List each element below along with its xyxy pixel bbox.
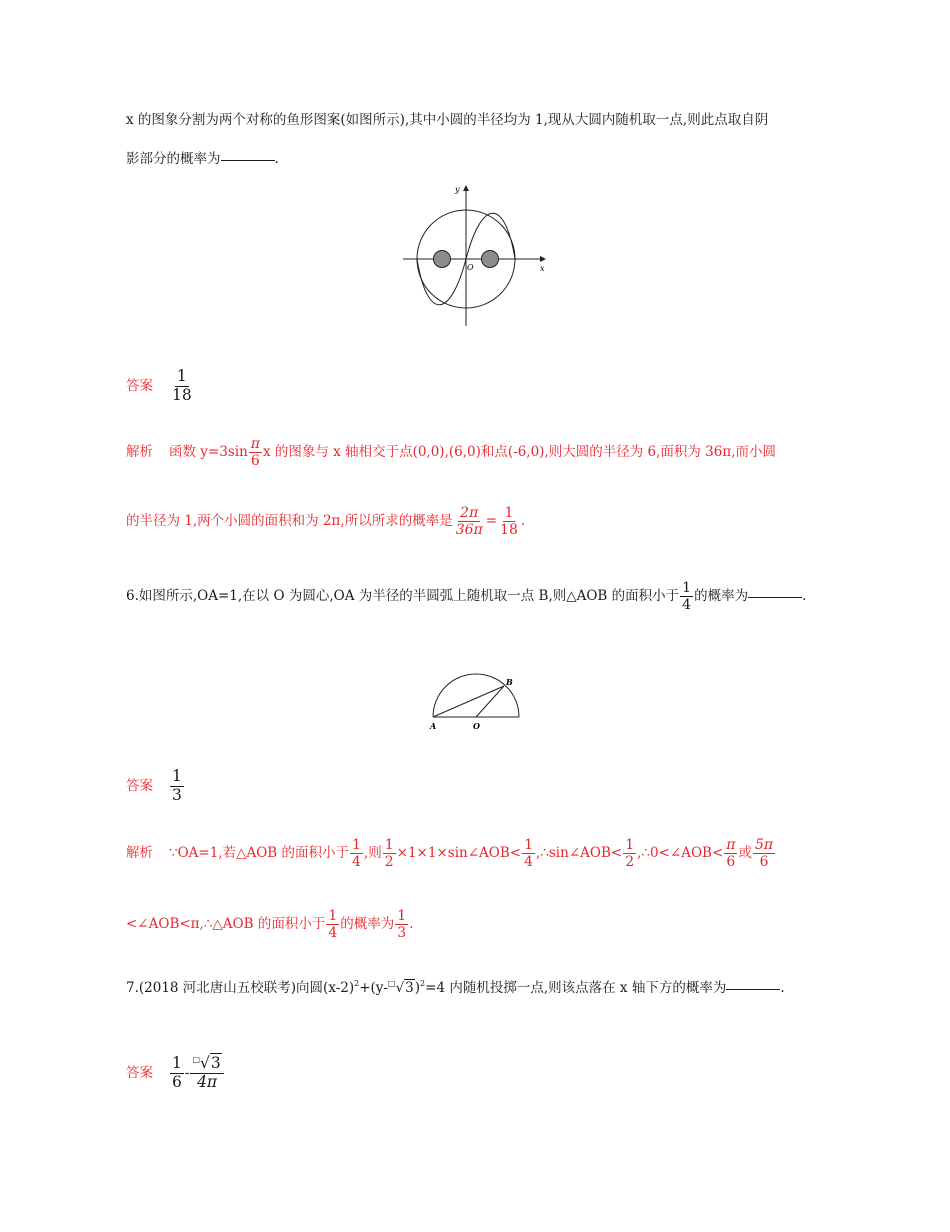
point-a-label: A — [430, 721, 437, 731]
q7-question: 7.(2018 河北唐山五校联考)向圆$(x-2)^2+(y-^□√3)^2=4$ 内随机投掷一点,则该点落在 x 轴下方的概率为 . — [126, 979, 785, 996]
x-axis-label: x — [540, 264, 545, 273]
q6-answer: 答案 $\frac{1}{3}$ — [126, 767, 182, 804]
quarter-fraction: $\frac{1}{4}$ — [682, 580, 692, 614]
fraction-1-4: $\frac{1}{4}$ — [352, 837, 361, 871]
y-axis-label: y — [455, 185, 460, 194]
q5-analysis-line2: 的半径为 1,两个小圆的面积和为 2π,所以所求的概率是 $\frac{2\pi}{36\pi}$ = $\frac{1}{18}$ . — [126, 505, 526, 539]
fraction-sqrt3-4pi: $\frac{^□√3}{4\pi}$ — [190, 1055, 223, 1092]
segment-ob — [476, 686, 504, 717]
segment-ab — [433, 686, 504, 717]
fraction-1-6: $\frac{1}{6}$ — [172, 1054, 182, 1091]
fraction-2pi-36pi: $\frac{2\pi}{36\pi}$ — [455, 505, 483, 539]
fraction-1-18: $\frac{1}{18}$ — [500, 505, 518, 539]
answer-blank — [748, 596, 802, 598]
q5-analysis-line1: 解析 函数 y=3sin $\frac{\pi}{6}$ x 的图象与 x 轴相交于点(0,0),(6,0)和点(-6,0),则大圆的半径为 6,面积为 36π,而小圆 — [126, 436, 777, 470]
q5-text-line2: 影部分的概率为 . — [126, 151, 279, 167]
pi-over-6-fraction: $\frac{\pi}{6}$ — [250, 436, 260, 470]
point-b-label: B — [506, 677, 513, 687]
x-axis-arrow — [540, 256, 546, 262]
fraction-1-4: $\frac{1}{4}$ — [524, 837, 533, 871]
q5-answer: 答案 $\frac{1}{18}$ — [126, 367, 192, 404]
q6-analysis-line2: <∠AOB<π,∴△AOB 的面积小于 $\frac{1}{4}$ 的概率为 $\frac{1}{3}$ . — [126, 908, 414, 942]
q5-text-line1: x 的图象分割为两个对称的鱼形图案(如图所示),其中小圆的半径均为 1,现从大圆内随机取一点,则此点取自阴 — [126, 112, 769, 128]
fraction-1-2: $\frac{1}{2}$ — [384, 837, 394, 871]
answer-fraction: $\frac{1}{3}$ — [172, 767, 182, 804]
q6-question: 6.如图所示,OA=1,在以 O 为圆心,OA 为半径的半圆弧上随机取一点 B,则△AOB 的面积小于 $\frac{1}{4}$ 的概率为 . — [126, 580, 807, 614]
fraction-5pi-6: $\frac{5\pi}{6}$ — [754, 837, 774, 871]
answer-fraction: $\frac{1}{18}$ — [172, 367, 192, 404]
small-circle-left — [434, 251, 451, 268]
semicircle-figure — [428, 673, 524, 735]
q7-answer: 答案 $\frac{1}{6}$ - $\frac{^□√3}{4\pi}$ — [126, 1055, 225, 1092]
answer-blank — [726, 988, 780, 990]
fraction-1-3: $\frac{1}{3}$ — [397, 908, 407, 942]
fraction-pi-6: $\frac{\pi}{6}$ — [726, 837, 736, 871]
q6-analysis-line1: 解析 ∵OA=1,若△AOB 的面积小于 $\frac{1}{4}$ ,则 $\frac{1}{2}$ ×1×1×sin∠AOB< $\frac{1}{4}$ ,∴sin∠AOB< $\frac{1}{2}$ ,∴0<∠AOB< $\frac{\pi}{6}$ 或 $\frac{5\pi}{6}$ — [126, 837, 774, 871]
fish-circle-figure — [400, 183, 550, 328]
y-axis-arrow — [463, 185, 469, 191]
small-circle-right — [482, 251, 499, 268]
point-o-label: O — [473, 721, 480, 731]
answer-blank — [221, 159, 275, 161]
fraction-1-4: $\frac{1}{4}$ — [328, 908, 338, 942]
fraction-1-2: $\frac{1}{2}$ — [625, 837, 635, 871]
origin-label: O — [467, 263, 474, 272]
